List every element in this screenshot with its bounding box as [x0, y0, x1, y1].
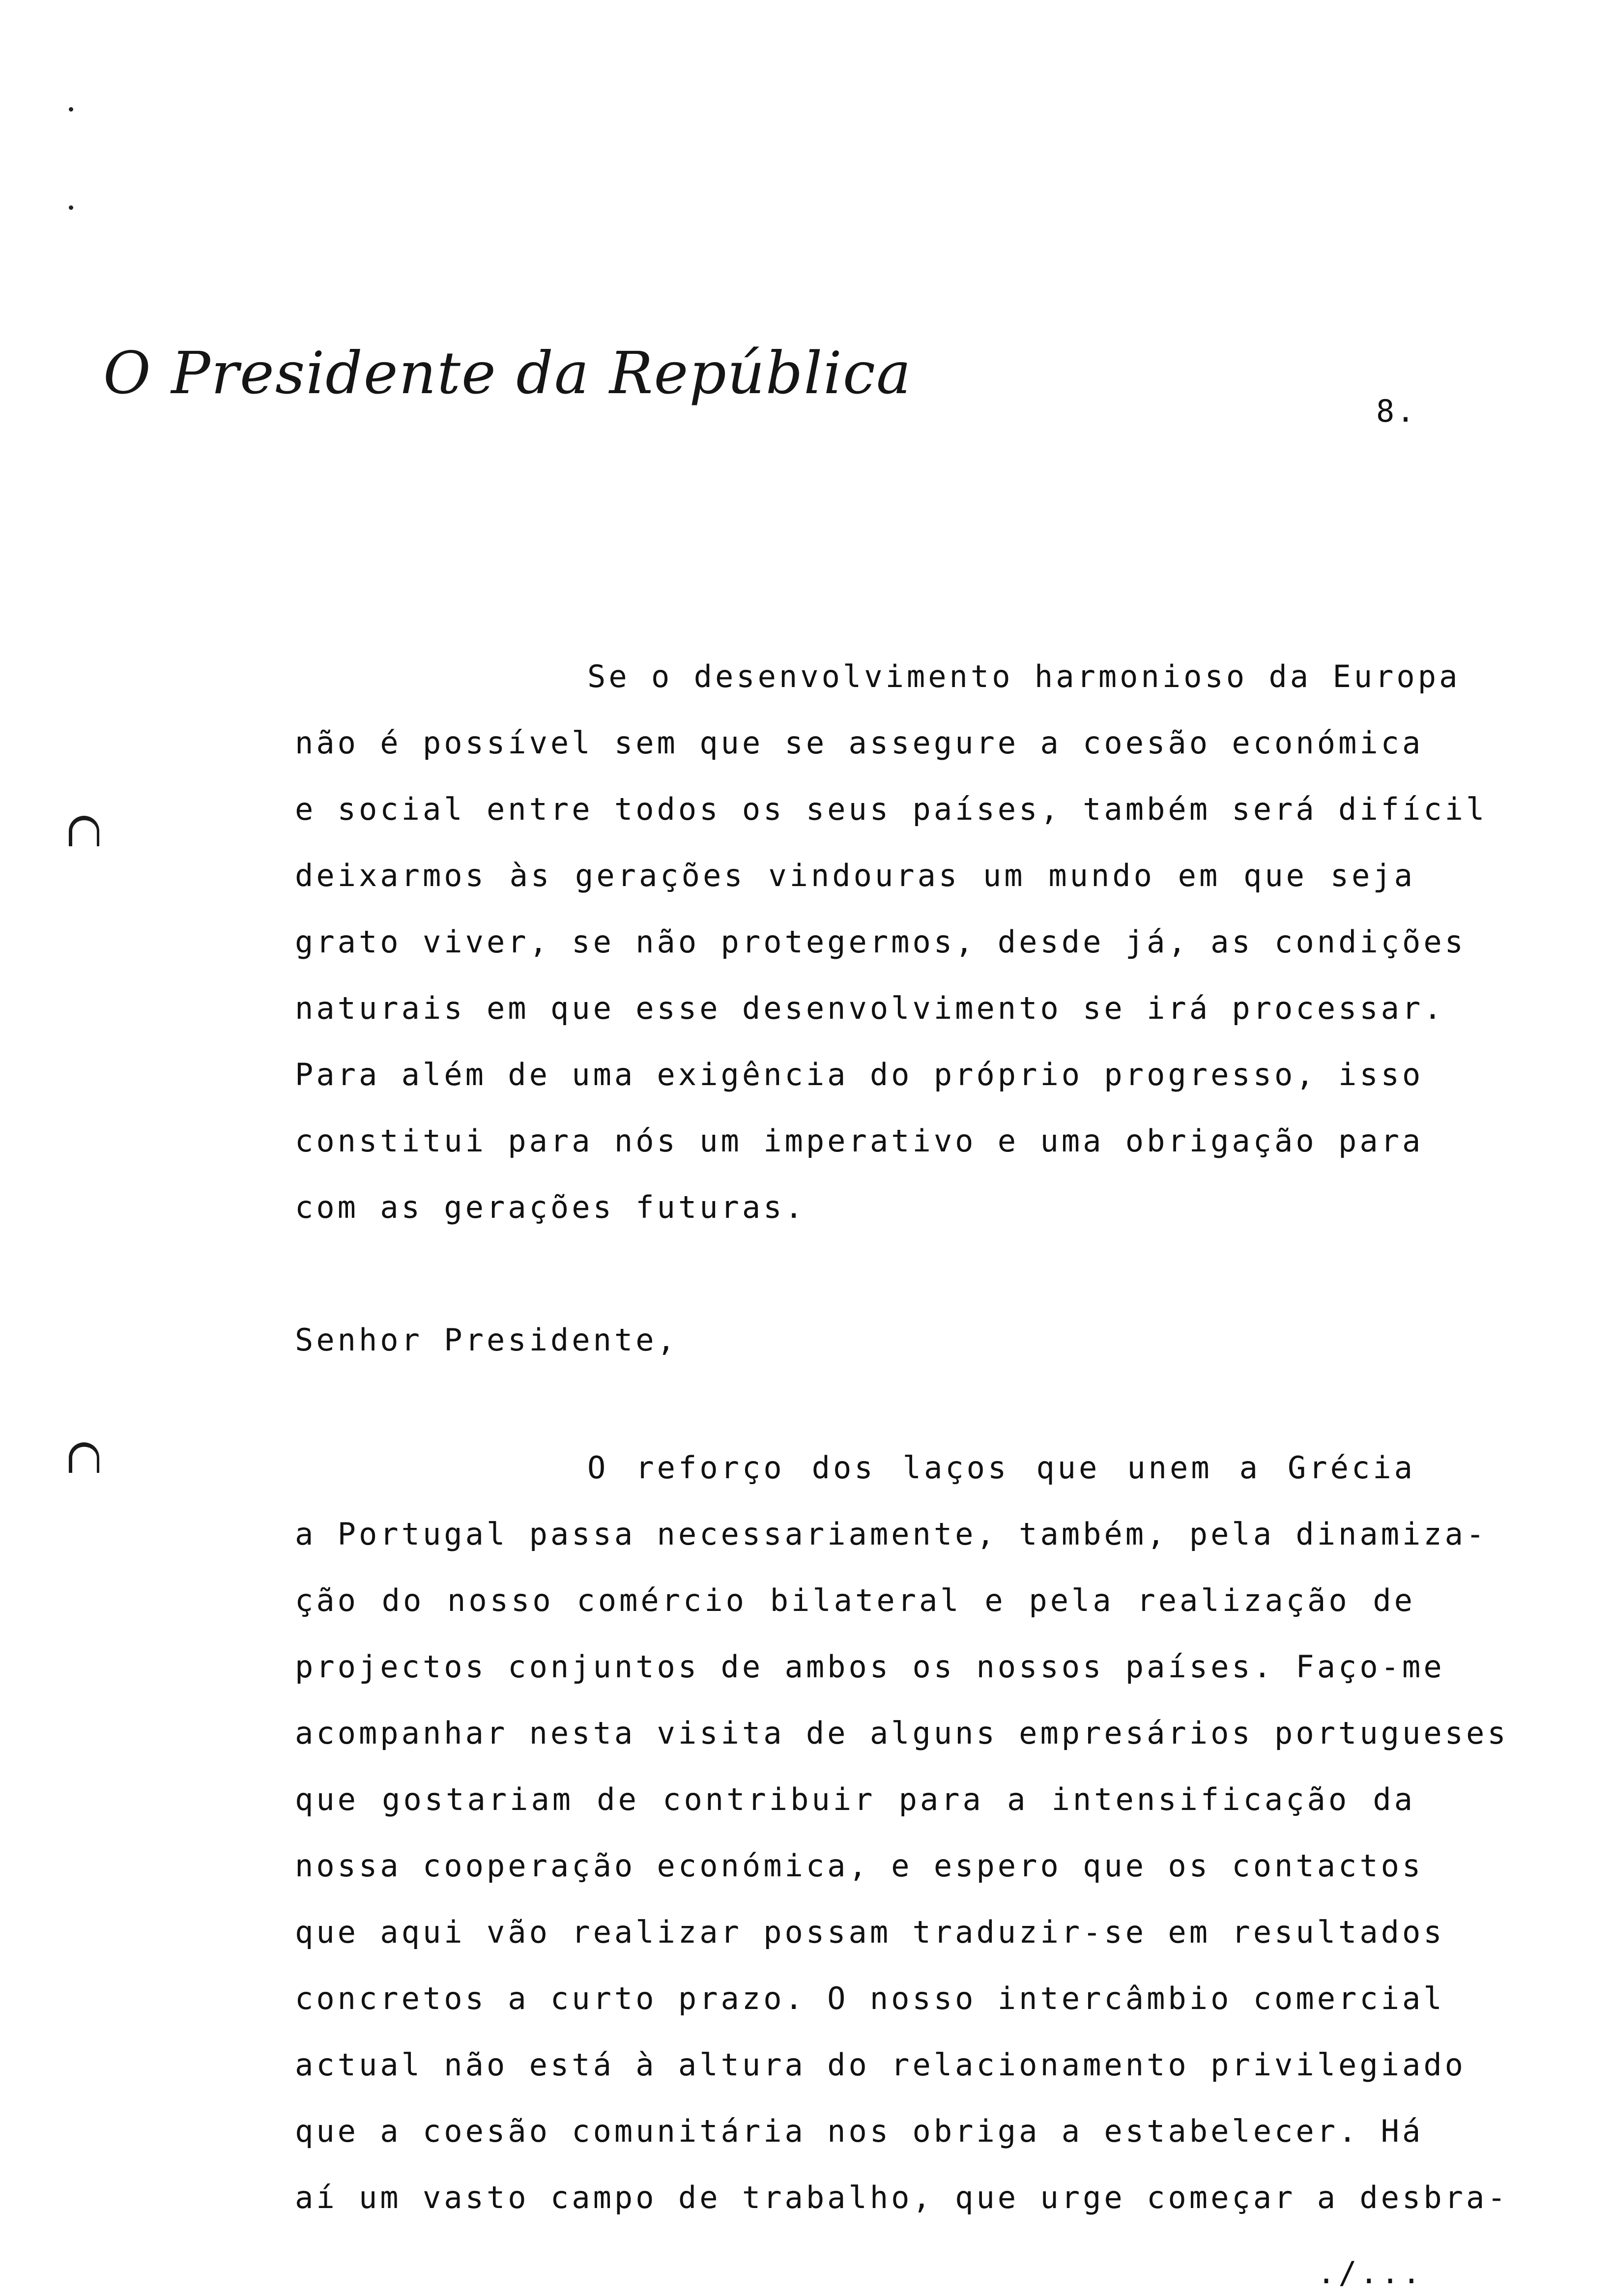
paragraph-1-line: deixarmos às gerações vindouras um mundo em que seja — [295, 858, 1415, 893]
paragraph-2-line: ção do nosso comércio bilateral e pela realização de — [295, 1582, 1415, 1618]
paragraph-2-line: que gostariam de contribuir para a intensificação da — [295, 1781, 1415, 1817]
paragraph-2-line: projectos conjuntos de ambos os nossos países. Faço-me — [295, 1649, 1445, 1685]
paragraph-1-line: constitui para nós um imperativo e uma obrigação para — [295, 1123, 1424, 1159]
salutation: Senhor Presidente, — [295, 1322, 678, 1358]
paragraph-1-line: não é possível sem que se assegure a coesão económica — [295, 725, 1424, 761]
margin-dot-mark — [69, 107, 73, 112]
paragraph-1-line: com as gerações futuras. — [295, 1189, 806, 1225]
paragraph-2-line: que a coesão comunitária nos obriga a estabelecer. Há — [295, 2113, 1424, 2149]
paragraph-1-line: grato viver, se não protegermos, desde já, as condições — [295, 924, 1466, 960]
paragraph-2-line: actual não está à altura do relacionamento privilegiado — [295, 2047, 1466, 2083]
punch-hole-mark — [69, 1442, 99, 1473]
margin-dot-mark — [69, 205, 73, 210]
paragraph-1-line: naturais em que esse desenvolvimento se irá processar. — [295, 990, 1445, 1026]
paragraph-1-line: e social entre todos os seus países, também será difícil — [295, 791, 1488, 827]
punch-hole-mark — [69, 816, 99, 846]
paragraph-2-line: concretos a curto prazo. O nosso intercâmbio comercial — [295, 1980, 1445, 2016]
continuation-mark: ./... — [1317, 2255, 1424, 2291]
paragraph-2-line: acompanhar nesta visita de alguns empresários portugueses — [295, 1715, 1509, 1751]
letterhead-title: O Presidente da República — [103, 339, 912, 407]
page-number: 8. — [1376, 393, 1417, 429]
paragraph-2-line: nossa cooperação económica, e espero que os contactos — [295, 1848, 1424, 1884]
paragraph-2-line: O reforço dos laços que unem a Grécia — [587, 1450, 1415, 1486]
paragraph-1-line: Se o desenvolvimento harmonioso da Europa — [587, 659, 1461, 694]
paragraph-1-line: Para além de uma exigência do próprio progresso, isso — [295, 1057, 1424, 1092]
paragraph-2-line: a Portugal passa necessariamente, também, pela dinamiza- — [295, 1516, 1488, 1552]
paragraph-2-line: aí um vasto campo de trabalho, que urge começar a desbra- — [295, 2180, 1509, 2215]
paragraph-2-line: que aqui vão realizar possam traduzir-se em resultados — [295, 1914, 1445, 1950]
